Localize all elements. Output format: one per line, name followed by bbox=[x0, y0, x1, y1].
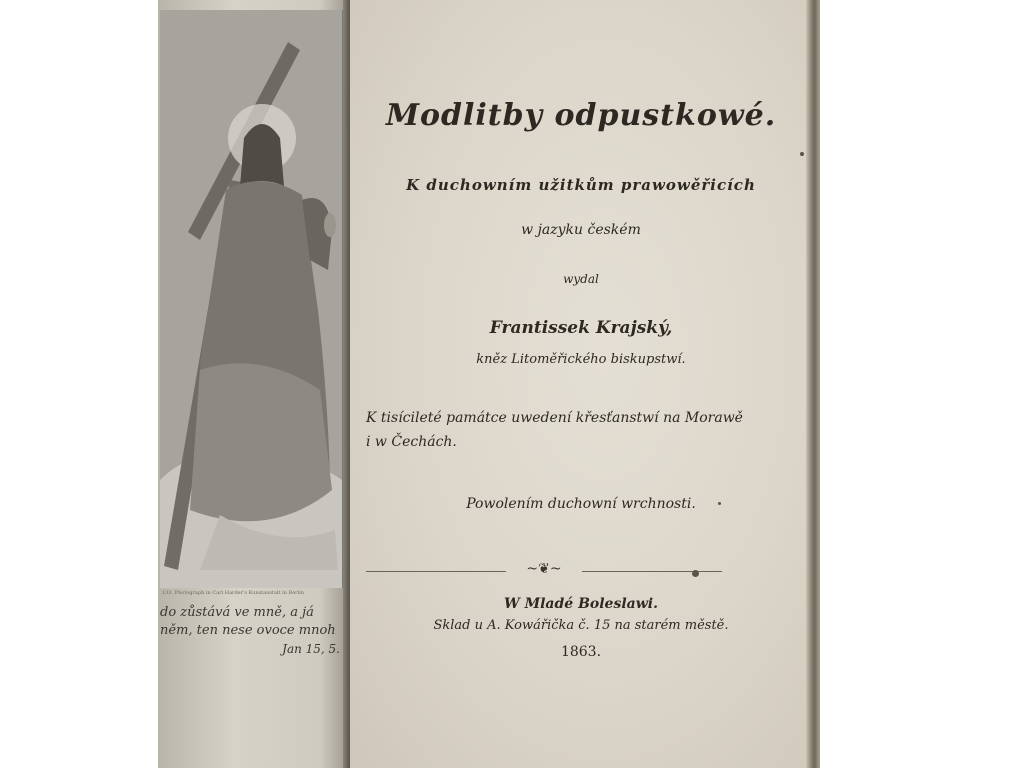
book-subtitle: K duchowním užitkům prawowěřicích bbox=[406, 176, 756, 194]
divider-rule bbox=[366, 561, 722, 579]
dedication-line-1: K tisícileté památce uwedení křesťanstwí na Morawě bbox=[366, 410, 743, 426]
caption-line-2: něm, ten nese ovoce mnoh bbox=[160, 623, 336, 638]
divider-line-right bbox=[582, 571, 722, 572]
frontispiece-caption bbox=[160, 604, 346, 658]
publication-place: W Mladé Boleslawi. bbox=[504, 596, 658, 612]
author-name: Frantissek Krajský, bbox=[489, 318, 673, 338]
publisher-line: Sklad u A. Kowářička č. 15 na starém městě. bbox=[433, 618, 729, 633]
dedication bbox=[366, 406, 786, 454]
publication-year: 1863. bbox=[560, 644, 602, 660]
divider-line-left bbox=[366, 571, 506, 572]
plate-credit: 133. Photograph in Carl Harder's Kunstanstalt in Berlin bbox=[162, 590, 304, 596]
paper-stain bbox=[800, 152, 804, 156]
editor-label: wydal bbox=[563, 272, 599, 286]
paper-stain bbox=[692, 570, 699, 577]
engraving-figure bbox=[160, 10, 342, 588]
caption-line-1: do zůstává ve mně, a já bbox=[160, 605, 314, 620]
author-role: kněz Litoměřického biskupstwí. bbox=[476, 352, 686, 367]
fleuron-divider-icon: ~❦~ bbox=[526, 561, 562, 577]
dedication-line-2: i w Čechách. bbox=[366, 434, 457, 450]
permission-line: Powolením duchowní wrchnosti. bbox=[466, 496, 696, 512]
language-line: w jazyku českém bbox=[521, 222, 641, 238]
caption-reference: Jan 15, 5. bbox=[282, 642, 340, 656]
christ-with-cross-engraving bbox=[160, 10, 344, 588]
book-title: Modlitby odpustkowé. bbox=[385, 98, 777, 133]
paper-stain bbox=[718, 502, 721, 505]
